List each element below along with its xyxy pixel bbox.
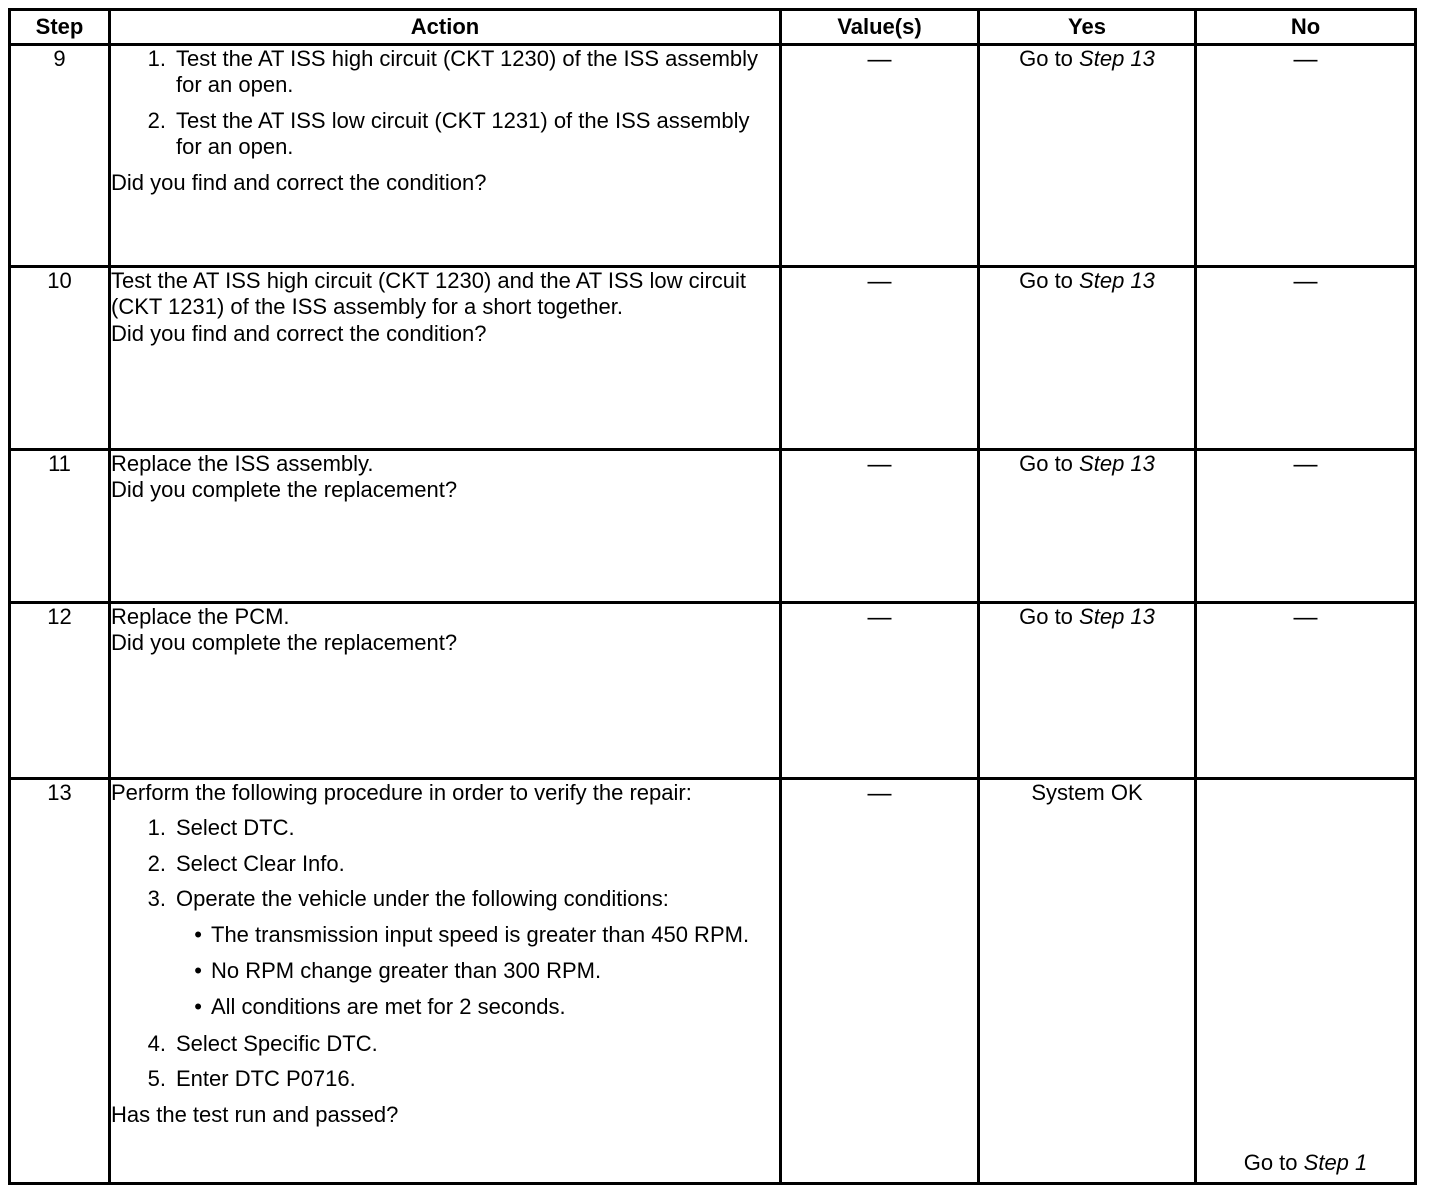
list-item xyxy=(111,851,779,877)
action-cell xyxy=(110,267,781,450)
item-number: 2. xyxy=(147,850,166,876)
list-item xyxy=(111,886,779,912)
list-item xyxy=(111,1031,779,1057)
action-intro: Perform the following procedure in order to verify the repair: xyxy=(111,780,692,805)
action-question: Did you complete the replacement? xyxy=(111,630,458,656)
action-cell xyxy=(110,45,781,267)
step-number: 11 xyxy=(10,450,110,603)
bullet-item xyxy=(166,922,779,948)
bullet-text: No RPM change greater than 300 RPM. xyxy=(211,957,602,983)
no-cell: — xyxy=(1196,603,1416,779)
value-cell: — xyxy=(781,45,979,267)
yes-step-ref: Step 13 xyxy=(1079,451,1155,476)
item-number: 2. xyxy=(147,107,166,133)
action-list xyxy=(111,46,779,170)
table-row xyxy=(10,45,1416,267)
value-cell: — xyxy=(781,779,979,1184)
action-question: Did you complete the replacement? xyxy=(111,477,458,503)
item-number: 1. xyxy=(147,46,166,71)
header-values: Value(s) xyxy=(781,10,979,45)
header-no: No xyxy=(1196,10,1416,45)
no-cell: — xyxy=(1196,450,1416,603)
list-item xyxy=(111,815,779,841)
item-number: 3. xyxy=(147,886,166,912)
item-text: Select DTC. xyxy=(176,815,295,841)
item-text: Test the AT ISS high circuit (CKT 1230) of the ISS assembly for an open. xyxy=(176,46,759,98)
action-cell xyxy=(110,779,781,1184)
value-cell: — xyxy=(781,603,979,779)
header-step: Step xyxy=(10,10,110,45)
yes-cell: System OK xyxy=(979,779,1196,1184)
yes-prefix: Go to xyxy=(1019,268,1073,293)
yes-cell xyxy=(979,450,1196,603)
bullet-text: The transmission input speed is greater than 450 RPM. xyxy=(211,921,750,947)
item-text: Operate the vehicle under the following conditions: xyxy=(176,886,669,912)
table-row xyxy=(10,603,1416,779)
action-cell xyxy=(110,603,781,779)
item-text: Select Specific DTC. xyxy=(176,1030,378,1056)
list-item xyxy=(111,46,779,99)
yes-prefix: Go to xyxy=(1019,604,1073,629)
no-prefix: Go to xyxy=(1243,1149,1298,1175)
no-step-ref: Step 1 xyxy=(1303,1149,1368,1175)
yes-step-ref: Step 13 xyxy=(1079,268,1155,293)
action-cell xyxy=(110,450,781,603)
bullet-item xyxy=(166,958,779,984)
header-yes: Yes xyxy=(979,10,1196,45)
yes-prefix: Go to xyxy=(1019,451,1073,476)
yes-step-ref: Step 13 xyxy=(1079,604,1155,629)
step-number: 12 xyxy=(10,603,110,779)
table-row xyxy=(10,450,1416,603)
yes-step-ref: Step 13 xyxy=(1079,46,1155,71)
yes-cell xyxy=(979,45,1196,267)
item-text: Select Clear Info. xyxy=(176,850,345,876)
yes-cell xyxy=(979,267,1196,450)
step-number: 13 xyxy=(10,779,110,1184)
value-cell: — xyxy=(781,267,979,450)
action-question: Did you find and correct the condition? xyxy=(111,169,487,195)
item-text: Test the AT ISS low circuit (CKT 1231) of the ISS assembly for an open. xyxy=(176,107,750,160)
action-text: Replace the ISS assembly. xyxy=(111,451,374,476)
header-row xyxy=(10,10,1416,45)
bullet-icon: • xyxy=(194,921,202,947)
action-question: Did you find and correct the condition? xyxy=(111,320,487,346)
bullet-item xyxy=(166,994,779,1020)
table-row xyxy=(10,267,1416,450)
step-number: 10 xyxy=(10,267,110,450)
item-text: Enter DTC P0716. xyxy=(176,1066,356,1092)
item-number: 4. xyxy=(147,1030,166,1056)
no-cell: — xyxy=(1196,45,1416,267)
value-cell: — xyxy=(781,450,979,603)
list-item xyxy=(111,108,779,161)
table-row xyxy=(10,779,1416,1184)
bullet-icon: • xyxy=(194,994,202,1020)
yes-prefix: Go to xyxy=(1019,46,1073,71)
action-text: Test the AT ISS high circuit (CKT 1230) and the AT ISS low circuit (CKT 1231) of the ISS assembly for a short together. xyxy=(111,268,747,320)
step-number: 9 xyxy=(10,45,110,267)
bullet-icon: • xyxy=(194,957,202,983)
no-cell xyxy=(1196,779,1416,1184)
item-number: 5. xyxy=(147,1066,166,1092)
action-question: Has the test run and passed? xyxy=(111,1101,399,1127)
bullet-text: All conditions are met for 2 seconds. xyxy=(211,994,566,1020)
diagnostic-table xyxy=(8,8,1417,1185)
list-item xyxy=(111,1066,779,1092)
header-action: Action xyxy=(110,10,781,45)
yes-cell xyxy=(979,603,1196,779)
action-text: Replace the PCM. xyxy=(111,604,290,629)
no-cell: — xyxy=(1196,267,1416,450)
item-number: 1. xyxy=(147,815,166,841)
